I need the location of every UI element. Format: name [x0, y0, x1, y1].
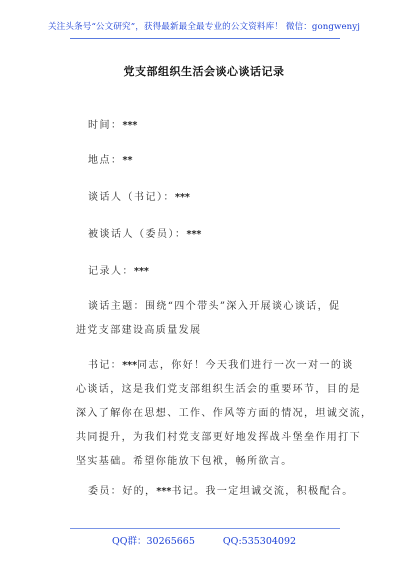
time-value: ***: [122, 120, 138, 131]
speaker-label: 谈话人（书记）：: [88, 192, 175, 203]
secretary-line-2: 心谈话，这是我们党支部组织生活会的重要环节，目的是: [76, 384, 361, 395]
footer: [0, 533, 408, 547]
listener-label: 被谈话人（委员）：: [88, 229, 187, 240]
secretary-line-5: 坚实基础。希望你能放下包袱，畅所欲言。: [76, 456, 293, 467]
footer-divider: [70, 528, 340, 529]
secretary-prefix: 书记：: [88, 360, 123, 371]
topic-line-1: 谈话主题：围绕“四个带头”深入开展谈心谈话，促: [88, 301, 341, 312]
secretary-stars: ***: [122, 360, 138, 371]
member-prefix: 委员：好的，: [88, 486, 157, 497]
listener-value: ***: [186, 229, 202, 240]
speaker-field: [88, 191, 190, 205]
place-label: 地点：: [88, 155, 123, 166]
secretary-line-3: 深入了解你在思想、工作、作风等方面的情况，坦诚交流，: [76, 408, 373, 419]
speaker-value: ***: [175, 192, 190, 203]
listener-field: [88, 228, 201, 242]
member-line-1: [88, 480, 354, 504]
document-title: 党支部组织生活会谈心谈话记录: [123, 65, 285, 78]
footer-qq: QQ:535304092: [222, 536, 297, 547]
recorder-label: 记录人：: [88, 266, 134, 277]
topic-paragraph: [76, 295, 350, 343]
time-field: [88, 119, 137, 133]
member-stars: ***: [156, 486, 172, 497]
recorder-field: [88, 265, 149, 279]
secretary-line-1: [88, 354, 354, 378]
secretary-paragraph: [76, 354, 373, 474]
secretary-line-4: 共同提升，为我们村党支部更好地发挥战斗堡垒作用打下: [76, 432, 361, 443]
place-value: **: [122, 155, 133, 166]
topic-line-2: 进党支部建设高质量发展: [76, 325, 202, 336]
place-field: [88, 154, 132, 168]
header-banner: 关注头条号“公文研究”，获得最新最全最专业的公文资料库！ 微信：gongwenyj: [47, 22, 361, 32]
time-label: 时间：: [88, 120, 123, 131]
secretary-line-1-rest: 同志，你好！今天我们进行一次一对一的谈: [137, 360, 354, 371]
member-paragraph: [88, 480, 354, 504]
header-divider: [70, 38, 340, 39]
footer-qq-group: QQ群：30265665: [111, 536, 195, 547]
member-rest: 书记。我一定坦诚交流，积极配合。: [171, 486, 354, 497]
recorder-value: ***: [134, 266, 149, 277]
